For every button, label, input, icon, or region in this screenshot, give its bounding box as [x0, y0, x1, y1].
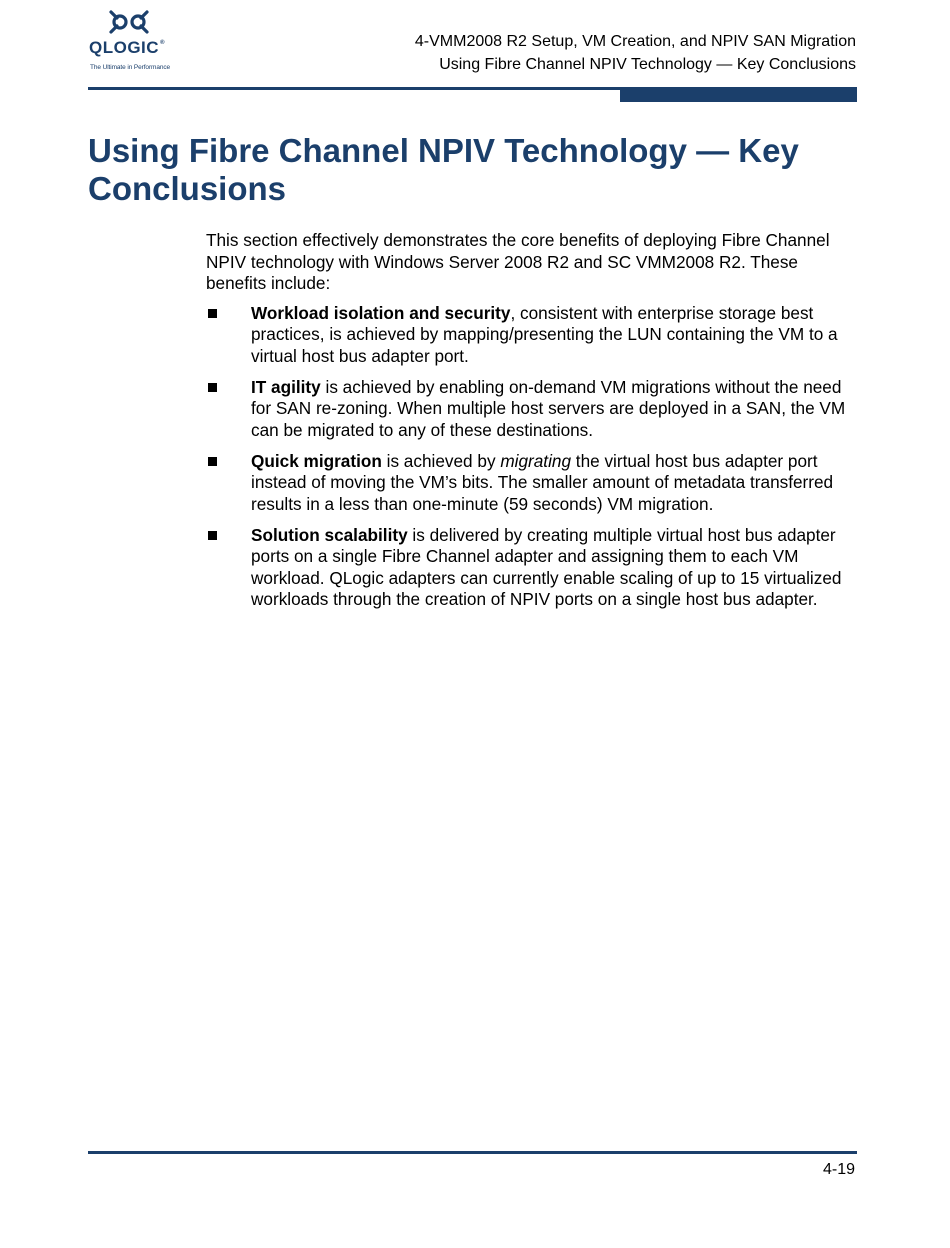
bullet-term: Quick migration	[251, 450, 382, 471]
bullet-text: is achieved by enabling on-demand VM migrations without the need for SAN re-zoning. When multiple host servers are deployed in a SAN, the VM can be migrated to any of these destinations.	[251, 376, 846, 440]
intro-paragraph: This section effectively demonstrates the core benefits of deploying Fibre Channel NPIV technology with Windows Server 2008 R2 and SC VMM2008 R2. These benefits include:	[206, 230, 830, 293]
bullet-term: IT agility	[251, 376, 321, 397]
body-content	[206, 230, 861, 620]
bullet-term: Workload isolation and security	[251, 302, 511, 323]
bullet-term: Solution scalability	[251, 524, 408, 545]
qlogic-logo	[89, 10, 173, 72]
bullet-italic-term: migrating	[500, 450, 572, 471]
logo-tagline: The Ultimate in Performance	[90, 64, 171, 71]
square-bullet-icon	[208, 457, 217, 466]
bullet-text: , consistent with enterprise storage best practices, is achieved by mapping/presenting the LUN containing the VM to a virtual host bus adapter port.	[251, 302, 838, 366]
logo-wordmark: QLOGIC®	[89, 38, 165, 57]
list-item	[206, 525, 861, 611]
bullet-text-before: is achieved by	[381, 450, 501, 471]
bullet-text: the virtual host bus adapter port instead of moving the VM’s bits. The smaller amount of metadata transferred results in a less than one-minute (59 seconds) VM migration.	[251, 450, 834, 514]
list-item	[206, 451, 861, 516]
list-item	[206, 377, 861, 442]
page-title: Using Fibre Channel NPIV Technology — Key Conclusions	[88, 132, 799, 207]
header-chapter-title: 4-VMM2008 R2 Setup, VM Creation, and NPIV SAN Migration	[414, 33, 856, 50]
list-item	[206, 303, 861, 368]
page-number: 4-19	[822, 1161, 855, 1178]
header-rule-tab	[620, 87, 857, 102]
square-bullet-icon	[208, 383, 217, 392]
qlogic-emblem-icon	[89, 10, 173, 38]
bullet-text: is delivered by creating multiple virtual host bus adapter ports on a single Fibre Channel adapter and assigning them to each VM workload. QLogic adapters can currently enable scaling of up to 15 virtualized workloads through the creation of NPIV ports on a single host bus adapter.	[251, 524, 842, 609]
footer-rule	[88, 1151, 857, 1154]
header-section-title: Using Fibre Channel NPIV Technology — Key Conclusions	[439, 56, 856, 73]
square-bullet-icon	[208, 309, 217, 318]
benefits-list	[206, 303, 861, 611]
square-bullet-icon	[208, 531, 217, 540]
